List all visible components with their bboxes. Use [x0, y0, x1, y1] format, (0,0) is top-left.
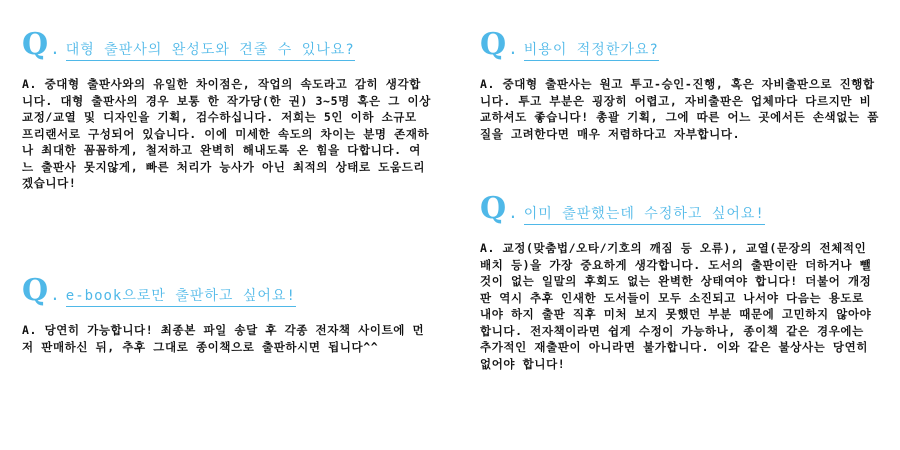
q-dot: .	[508, 203, 518, 222]
q-mark: Q	[22, 273, 49, 308]
answer-text: A. 당연히 가능합니다! 최종본 파일 송달 후 각종 전자책 사이트에 먼저 판매하신 뒤, 추후 그대로 종이책으로 출판하시면 됩니다^^	[22, 323, 425, 354]
question-text: 비용이 적정한가요?	[524, 39, 659, 61]
q-dot: .	[50, 285, 60, 304]
question-text: 대형 출판사의 완성도와 견줄 수 있나요?	[66, 39, 355, 61]
faq-item-cost	[480, 27, 880, 142]
q-dot: .	[50, 39, 60, 58]
faq-item-ebook	[22, 273, 427, 355]
question-text: 이미 출판했는데 수정하고 싶어요!	[524, 203, 765, 225]
q-dot: .	[508, 39, 518, 58]
q-mark: Q	[480, 191, 507, 226]
faq-item-revision	[480, 191, 880, 372]
answer-text: A. 중대형 출판사와의 유일한 차이점은, 작업의 속도라고 감히 생각합니다. 대형 출판사의 경우 보통 한 작가당(한 권) 3~5명 혹은 그 이상 교정/교열 및 디자인을 기획, 검수하십니다. 저희는 5인 이하 소규모 프리랜서로 구성되어 있습니다. 이에 미세한 속도의 차이는 분명 존재하나 최대한 꼼꼼하게, 철저하고 완벽히 해내도록 온 힘을 다합니다. 여느 출판사 못지않게, 빠른 처리가 능사가 아닌 최적의 상태로 도움드리겠습니다!	[22, 77, 431, 190]
question-heading	[22, 27, 432, 64]
faq-item-quality	[22, 27, 432, 192]
q-mark: Q	[22, 27, 49, 62]
question-heading	[22, 273, 427, 310]
q-mark: Q	[480, 27, 507, 62]
question-heading	[480, 27, 880, 64]
question-heading	[480, 191, 880, 228]
answer-text: A. 교정(맞춤법/오타/기호의 깨짐 등 오류), 교열(문장의 전체적인 배치 등)을 가장 중요하게 생각합니다. 도서의 출판이란 더하거나 뺄 것이 없는 일말의 후회도 없는 완벽한 상태여야 합니다! 더불어 개정판 역시 추후 인새한 도서들이 모두 소진되고 나서야 다음는 용도로 내야 하지 출판 직후 미처 보지 못했던 부분 때문에 고민하지 않아야 합니다. 전자책이라면 쉽게 수정이 가능하나, 종이책 같은 경우에는 추가적인 재출판이 아니라면 불가합니다. 이와 같은 불상사는 당연히 없어야 합니다!	[480, 241, 872, 371]
answer-text: A. 중대형 출판사는 원고 투고-승인-진행, 혹은 자비출판으로 진행합니다. 투고 부분은 굉장히 어렵고, 자비출판은 업체마다 다르지만 비교하셔도 좋습니다! 총괄 기획, 그에 따른 어느 곳에서든 손색없는 품질을 고려한다면 매우 저렴하다고 자부합니다.	[480, 77, 879, 141]
question-text: e-book으로만 출판하고 싶어요!	[66, 285, 296, 307]
